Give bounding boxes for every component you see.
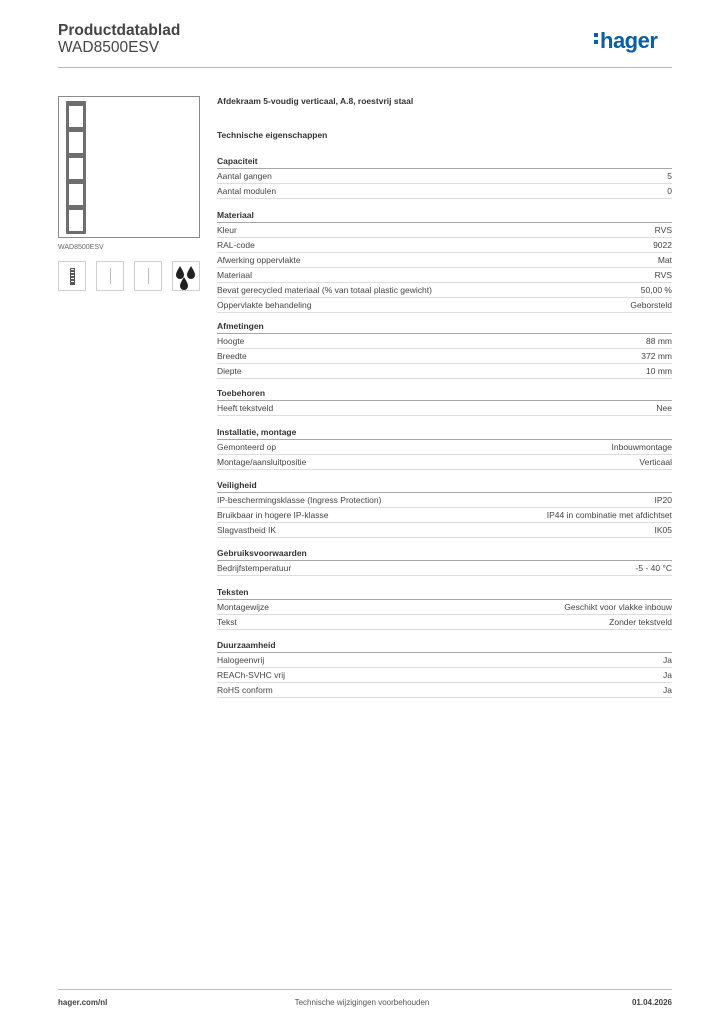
spec-label: Slagvastheid IK xyxy=(217,525,277,535)
spec-label: Bruikbaar in hogere IP-klasse xyxy=(217,510,329,520)
spec-value: -5 - 40 °C xyxy=(635,563,672,573)
logo-text: hager xyxy=(600,28,658,53)
spec-label: Bevat gerecycled materiaal (% van totaal plastic gewicht) xyxy=(217,285,432,295)
spec-group-title: Gebruiksvoorwaarden xyxy=(217,546,672,561)
spec-row xyxy=(217,683,672,698)
spec-label: Gemonteerd op xyxy=(217,442,277,452)
spec-row xyxy=(217,334,672,349)
spec-label: Heeft tekstveld xyxy=(217,403,274,413)
spec-value: 372 mm xyxy=(641,351,672,361)
spec-row xyxy=(217,440,672,455)
spec-value: Ja xyxy=(663,685,672,695)
footer-date: 01.04.2026 xyxy=(631,998,672,1007)
spec-label: RoHS conform xyxy=(217,685,273,695)
spec-value: Ja xyxy=(663,655,672,665)
spec-row xyxy=(217,253,672,268)
spec-value: Mat xyxy=(657,255,672,265)
footer-divider xyxy=(58,989,672,990)
spec-row xyxy=(217,493,672,508)
product-description: Afdekraam 5-voudig verticaal, A.8, roestvrij staal xyxy=(217,96,414,106)
spec-group xyxy=(217,546,672,576)
spec-group xyxy=(217,208,672,313)
spec-group-title: Installatie, montage xyxy=(217,425,672,440)
spec-value: 9022 xyxy=(653,240,672,250)
spec-group xyxy=(217,478,672,538)
spec-row xyxy=(217,268,672,283)
spec-group xyxy=(217,425,672,470)
spec-label: Aantal gangen xyxy=(217,171,272,181)
spec-value: Geschikt voor vlakke inbouw xyxy=(564,602,672,612)
spec-group-title: Toebehoren xyxy=(217,386,672,401)
frame-5-icon[interactable] xyxy=(58,261,86,291)
spec-group-title: Materiaal xyxy=(217,208,672,223)
spec-value: Verticaal xyxy=(639,457,672,467)
spec-row xyxy=(217,283,672,298)
spec-label: Afwerking oppervlakte xyxy=(217,255,301,265)
spec-label: RAL-code xyxy=(217,240,255,250)
spec-value: 0 xyxy=(667,186,672,196)
spec-label: Aantal modulen xyxy=(217,186,277,196)
spec-value: Inbouwmontage xyxy=(611,442,672,452)
spec-group-title: Afmetingen xyxy=(217,319,672,334)
spec-row xyxy=(217,455,672,470)
spec-value: IK05 xyxy=(654,525,672,535)
page-title: Productdatablad xyxy=(58,22,181,39)
spec-value: RVS xyxy=(654,270,672,280)
spec-group xyxy=(217,154,672,199)
water-drops-icon[interactable] xyxy=(172,261,200,291)
spec-label: Hoogte xyxy=(217,336,245,346)
spec-value: Geborsteld xyxy=(630,300,672,310)
spec-row xyxy=(217,349,672,364)
footer-disclaimer: Technische wijzigingen voorbehouden xyxy=(294,998,430,1007)
spec-label: Materiaal xyxy=(217,270,252,280)
spec-row xyxy=(217,184,672,199)
spec-row xyxy=(217,523,672,538)
image-caption: WAD8500ESV xyxy=(58,244,104,251)
spec-label: Kleur xyxy=(217,225,237,235)
spec-row xyxy=(217,668,672,683)
spec-group xyxy=(217,386,672,416)
blank-icon[interactable] xyxy=(96,261,124,291)
spec-label: Breedte xyxy=(217,351,247,361)
spec-group xyxy=(217,585,672,630)
spec-row xyxy=(217,561,672,576)
spec-value: 50,00 % xyxy=(640,285,672,295)
spec-label: Bedrijfstemperatuur xyxy=(217,563,292,573)
spec-value: 10 mm xyxy=(646,366,672,376)
spec-value: 88 mm xyxy=(646,336,672,346)
spec-label: Oppervlakte behandeling xyxy=(217,300,312,310)
cover-frame-picture xyxy=(66,101,86,234)
spec-row xyxy=(217,401,672,416)
spec-label: REACh-SVHC vrij xyxy=(217,670,286,680)
spec-value: Nee xyxy=(656,403,672,413)
spec-group xyxy=(217,638,672,698)
spec-value: RVS xyxy=(654,225,672,235)
spec-row xyxy=(217,615,672,630)
spec-value: Ja xyxy=(663,670,672,680)
hager-logo[interactable] xyxy=(594,28,657,54)
technical-title: Technische eigenschappen xyxy=(217,130,328,140)
spec-label: Halogeenvrij xyxy=(217,655,265,665)
spec-row xyxy=(217,508,672,523)
footer-website-link[interactable]: hager.com/nl xyxy=(58,998,108,1007)
spec-value: IP20 xyxy=(654,495,672,505)
spec-group-title: Duurzaamheid xyxy=(217,638,672,653)
spec-row xyxy=(217,238,672,253)
spec-row xyxy=(217,600,672,615)
spec-row xyxy=(217,298,672,313)
spec-group-title: Capaciteit xyxy=(217,154,672,169)
spec-row xyxy=(217,223,672,238)
spec-value: 5 xyxy=(667,171,672,181)
spec-group xyxy=(217,319,672,379)
logo-dots-icon xyxy=(594,33,598,47)
spec-value: Zonder tekstveld xyxy=(609,617,672,627)
spec-row xyxy=(217,169,672,184)
spec-group-title: Veiligheid xyxy=(217,478,672,493)
spec-row xyxy=(217,364,672,379)
spec-label: Montage/aansluitpositie xyxy=(217,457,307,467)
spec-value: IP44 in combinatie met afdichtset xyxy=(546,510,672,520)
spec-label: Diepte xyxy=(217,366,242,376)
spec-label: Montagewijze xyxy=(217,602,269,612)
product-image xyxy=(58,96,200,238)
header-divider xyxy=(58,67,672,68)
spec-group-title: Teksten xyxy=(217,585,672,600)
spec-label: IP-beschermingsklasse (Ingress Protection) xyxy=(217,495,382,505)
blank-icon[interactable] xyxy=(134,261,162,291)
spec-row xyxy=(217,653,672,668)
product-code: WAD8500ESV xyxy=(58,39,160,56)
spec-label: Tekst xyxy=(217,617,237,627)
